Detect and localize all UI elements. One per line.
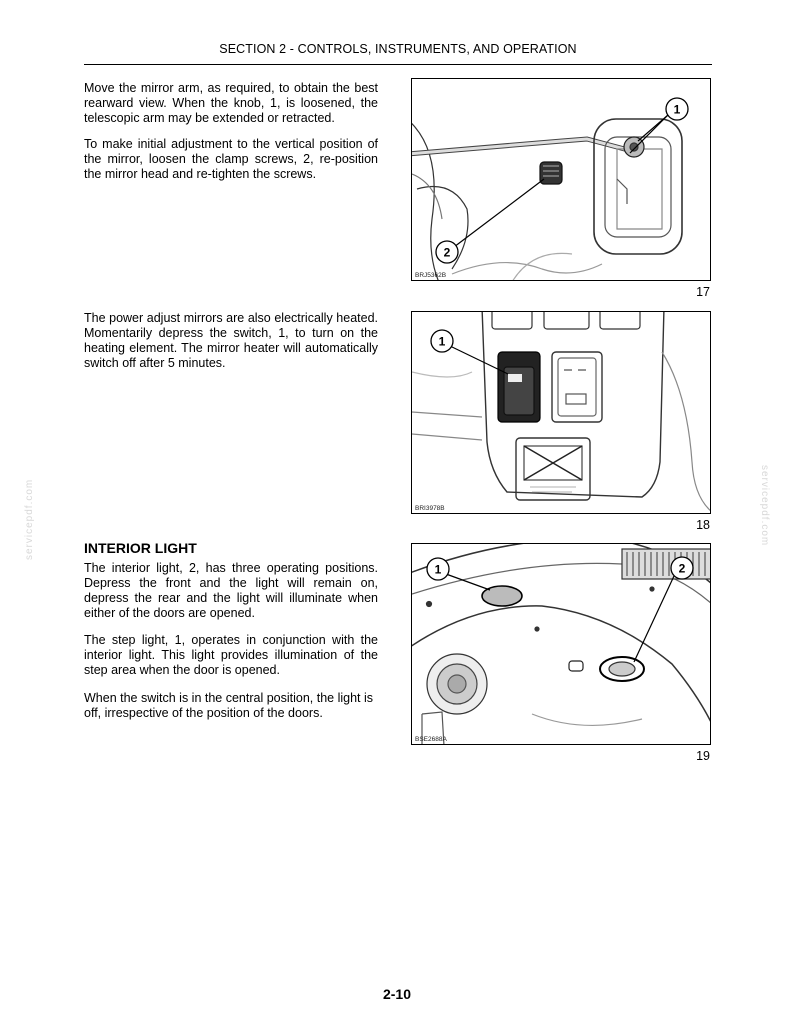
paragraph-mirror-arm: Move the mirror arm, as required, to obtain the best rearward view. When the knob, 1, is loosened, the telescopic arm may be extended or retracted.	[84, 81, 378, 125]
figure-18-callout-1: 1	[438, 334, 446, 349]
watermark-right: servicepdf.com	[759, 465, 770, 547]
header-rule	[84, 64, 712, 65]
page-number: 2-10	[382, 986, 412, 1002]
figure-17-callout-2: 2	[443, 245, 451, 260]
switch-panel-illustration	[412, 312, 711, 514]
figure-19-callout-2: 2	[678, 561, 686, 576]
paragraph-mirror-vertical: To make initial adjustment to the vertical position of the mirror, loosen the clamp screws, 2, re-position the mirror head and re-tighten the screws.	[84, 137, 378, 181]
figure-19-number: 19	[696, 749, 710, 763]
section-heading-interior-light: INTERIOR LIGHT	[84, 540, 197, 556]
paragraph-heated-mirrors: The power adjust mirrors are also electrically heated. Momentarily depress the switch, 1, to turn on the heating element. The mirror heater will automatically switch off after 5 minutes.	[84, 311, 378, 370]
figure-19-interior-light	[411, 543, 711, 745]
figure-19-code: BSE2688A	[415, 736, 447, 743]
figure-17-code: BRJ5362B	[415, 272, 447, 279]
figure-19-callout-1: 1	[434, 562, 442, 577]
watermark-left: servicepdf.com	[24, 478, 35, 560]
section-header: SECTION 2 - CONTROLS, INSTRUMENTS, AND OPERATION	[219, 42, 577, 56]
paragraph-interior-light-1: The interior light, 2, has three operating positions. Depress the front and the light will remain on, depress the rear and the light will illuminate when either of the doors are opened.	[84, 561, 378, 620]
mirror-illustration	[412, 79, 711, 281]
figure-17-mirror	[411, 78, 711, 281]
paragraph-interior-light-3: When the switch is in the central position, the light is off, irrespective of the position of the doors.	[84, 691, 374, 720]
interior-light-illustration	[412, 544, 711, 745]
figure-18-switch-panel	[411, 311, 711, 514]
figure-18-code: BRI3978B	[415, 505, 445, 512]
figure-18-number: 18	[696, 518, 710, 532]
figure-17-number: 17	[696, 285, 710, 299]
figure-17-callout-1: 1	[673, 102, 681, 117]
paragraph-interior-light-2: The step light, 1, operates in conjunction with the interior light. This light provides illumination of the step area when the door is opened.	[84, 633, 378, 677]
